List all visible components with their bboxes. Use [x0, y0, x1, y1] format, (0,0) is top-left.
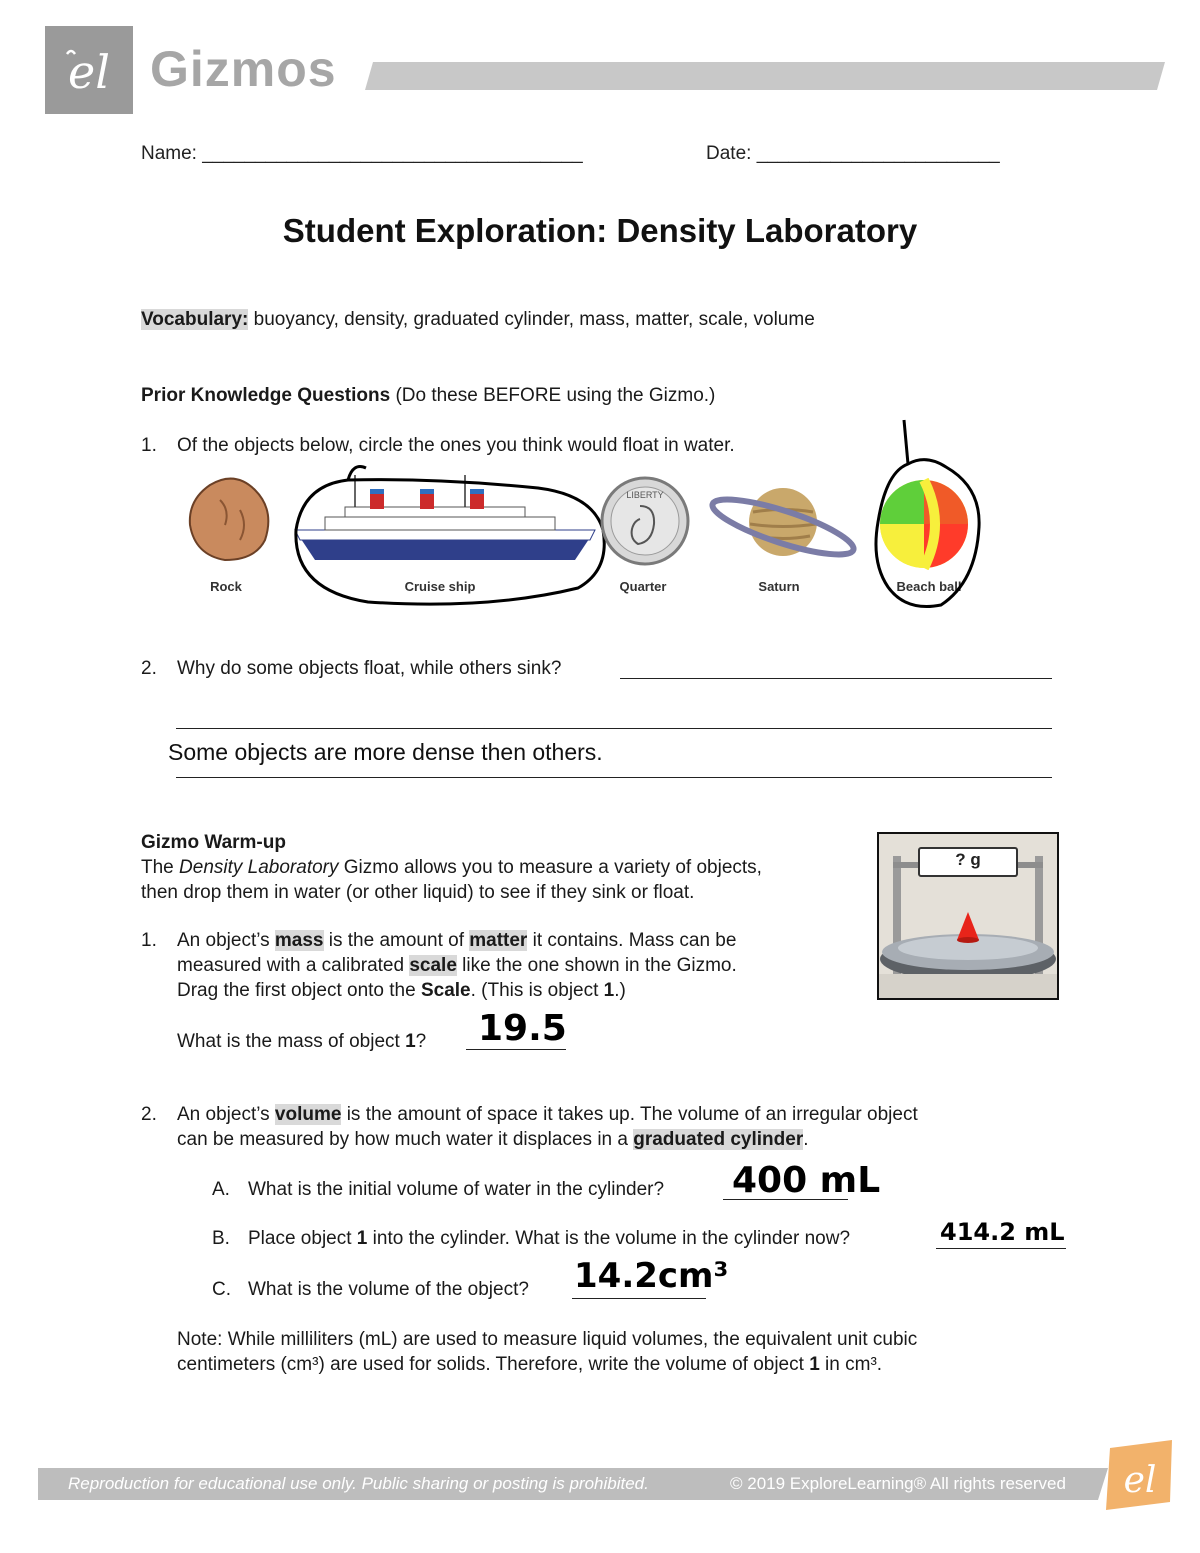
object-label-rock: Rock — [210, 579, 242, 594]
explorelearning-el-logo-icon — [45, 26, 133, 114]
prior-knowledge-title: Prior Knowledge Questions — [141, 385, 391, 406]
object-label-beach-ball: Beach ball — [896, 579, 962, 594]
date-label: Date: — [706, 143, 752, 164]
brand-name: Gizmos — [150, 41, 337, 97]
answer-line[interactable] — [176, 777, 1052, 778]
mass-question — [177, 1029, 426, 1054]
object-number: 1 — [809, 1354, 820, 1375]
name-label: Name: — [141, 143, 197, 164]
q-text: ? — [415, 1031, 427, 1052]
question-text: Of the objects below, circle the ones you think would float in water. — [177, 435, 735, 456]
q-text: is the amount of — [323, 930, 470, 951]
warmup-intro-text: The — [141, 857, 180, 878]
name-blank[interactable]: ____________________________________ — [202, 143, 583, 164]
answer-line[interactable] — [466, 1049, 566, 1050]
date-blank[interactable]: _______________________ — [756, 143, 1000, 164]
q-text: can be measured by how much water it displaces in a — [177, 1129, 634, 1150]
object-number: 1 — [603, 980, 615, 1001]
quarter-coin-icon[interactable] — [600, 476, 690, 566]
q-text: . (This is object — [470, 980, 604, 1001]
q-text: An object’s — [177, 1104, 275, 1125]
q-text: Place object — [248, 1228, 357, 1249]
q-text: measured with a calibrated — [177, 955, 410, 976]
gizmos-logo — [45, 26, 133, 114]
pk-question-2 — [141, 656, 561, 681]
header-bar — [365, 62, 1165, 90]
prior-knowledge-note: (Do these BEFORE using the Gizmo.) — [395, 385, 716, 406]
vocabulary-label: Vocabulary: — [141, 309, 249, 330]
date-field — [706, 143, 1000, 165]
vocabulary — [141, 307, 815, 332]
warmup-intro-text: then drop them in water (or other liquid) to see if they sink or float. — [141, 882, 695, 903]
term-scale-bold: Scale — [420, 980, 471, 1001]
answer-line[interactable] — [572, 1298, 706, 1299]
object-label-quarter: Quarter — [619, 579, 667, 594]
final-volume-answer[interactable]: 414.2 mL — [940, 1218, 1065, 1246]
q-text: like the one shown in the Gizmo. — [456, 955, 737, 976]
q-text: . — [803, 1129, 809, 1150]
term-mass: mass — [274, 930, 324, 951]
svg-text:el: el — [1123, 1460, 1157, 1501]
saturn-planet-icon[interactable] — [708, 472, 858, 572]
object-number: 1 — [356, 1228, 368, 1249]
object-number: 1 — [405, 1031, 416, 1052]
q-text: An object’s — [177, 930, 275, 951]
note-text: centimeters (cm³) are used for solids. Therefore, write the volume of object — [177, 1354, 810, 1375]
answer-line[interactable] — [176, 728, 1052, 729]
scale-display: ? g — [955, 850, 981, 869]
q-text: What is the mass of object — [177, 1031, 406, 1052]
warmup-intro — [141, 855, 762, 905]
explorelearning-el-logo-icon — [1100, 1440, 1180, 1512]
footer-copyright: © 2019 ExploreLearning® All rights reserved — [730, 1474, 1066, 1493]
sub-question-letter: C. — [212, 1279, 231, 1300]
note — [177, 1327, 1057, 1377]
sub-question-letter: B. — [212, 1228, 230, 1249]
rock-icon[interactable] — [180, 470, 290, 570]
object-volume-answer[interactable]: 14.2cm³ — [574, 1256, 729, 1296]
warmup-heading: Gizmo Warm-up — [141, 832, 286, 853]
answer-line[interactable] — [620, 678, 1052, 679]
footer-disclaimer: Reproduction for educational use only. Public sharing or posting is prohibited. — [68, 1474, 649, 1493]
page-title: Student Exploration: Density Laboratory — [282, 212, 918, 249]
q-text: .) — [614, 980, 626, 1001]
initial-volume-answer[interactable]: 400 mL — [732, 1160, 881, 1201]
sub-question-letter: A. — [212, 1179, 230, 1200]
name-field — [141, 143, 583, 165]
q-text: What is the volume of the object? — [248, 1279, 529, 1300]
term-graduated-cylinder: graduated cylinder — [633, 1129, 804, 1150]
prior-knowledge-heading — [141, 383, 715, 408]
sub-question-b — [212, 1226, 850, 1251]
q-text: Drag the first object onto the — [177, 980, 421, 1001]
term-volume: volume — [274, 1104, 342, 1125]
hand-drawn-circle-ball — [866, 412, 992, 612]
question-number: 2. — [141, 658, 157, 679]
note-text: Note: While milliliters (mL) are used to measure liquid volumes, the equivalent unit cubic — [177, 1329, 918, 1350]
svg-text:el: el — [68, 45, 110, 99]
pk-question-1 — [141, 433, 735, 458]
question-number: 1. — [141, 930, 157, 951]
scale-image — [877, 832, 1059, 1000]
q-text: it contains. Mass can be — [527, 930, 737, 951]
object-label-cruise-ship: Cruise ship — [404, 579, 476, 594]
warmup-intro-text: Gizmo allows you to measure a variety of objects, — [338, 857, 762, 878]
sub-question-c — [212, 1277, 529, 1302]
vocabulary-terms: buoyancy, density, graduated cylinder, mass, matter, scale, volume — [253, 309, 815, 330]
quarter-liberty-text: LIBERTY — [626, 490, 664, 500]
gizmo-name: Density Laboratory — [179, 857, 339, 878]
q-text: is the amount of space it takes up. The volume of an irregular object — [341, 1104, 918, 1125]
term-scale: scale — [409, 955, 457, 976]
question-number: 1. — [141, 435, 157, 456]
note-text: in cm³. — [819, 1354, 883, 1375]
answer-line[interactable] — [936, 1248, 1066, 1249]
question-text: Why do some objects float, while others sink? — [177, 658, 562, 679]
warmup-question-2 — [141, 1102, 1041, 1152]
term-matter: matter — [469, 930, 528, 951]
hand-drawn-circle — [288, 460, 610, 608]
q-text: into the cylinder. What is the volume in the cylinder now? — [367, 1228, 851, 1249]
warmup-question-1 — [141, 928, 841, 1003]
answer-text-q2[interactable]: Some objects are more dense then others. — [168, 739, 603, 765]
object-label-saturn: Saturn — [758, 579, 800, 594]
question-number: 2. — [141, 1104, 157, 1125]
sub-question-a — [212, 1177, 664, 1202]
mass-answer[interactable]: 19.5 — [478, 1008, 567, 1049]
q-text: What is the initial volume of water in the cylinder? — [248, 1179, 665, 1200]
